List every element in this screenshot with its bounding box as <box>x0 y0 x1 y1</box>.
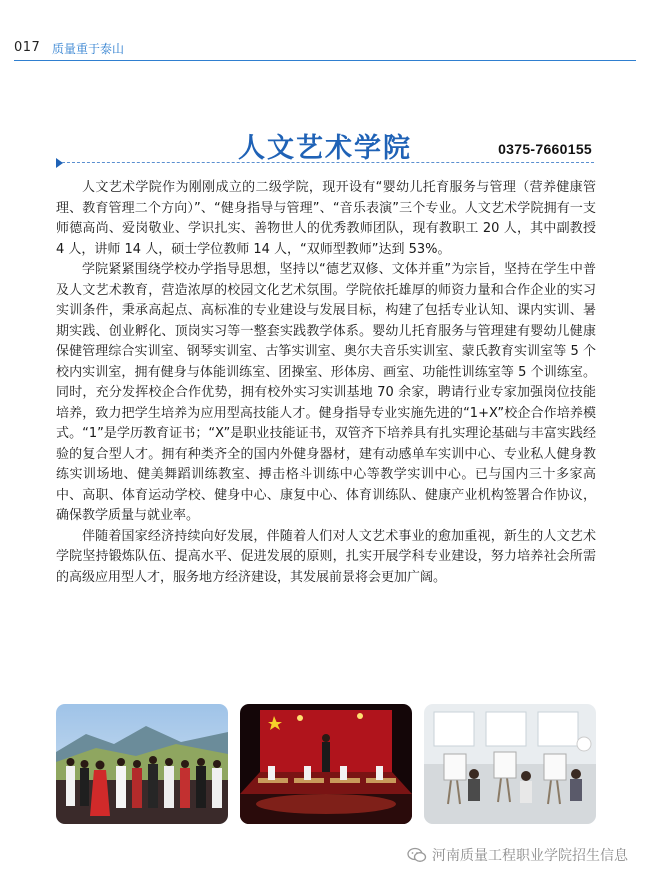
page-number: 017 <box>14 40 41 55</box>
photo-guzheng-performance <box>240 704 412 824</box>
paragraph-3: 伴随着国家经济持续向好发展，伴随着人们对人文艺术事业的愈加重视，新生的人文艺术学院坚持锻炼队伍、提高水平、促进发展的原则，扎实开展学科专业建设，努力培养社会所需的高级应用型人才，服务地方经济建设，其发展前景将会更加广阔。 <box>56 528 596 585</box>
photo-strip <box>56 704 596 824</box>
wechat-icon <box>407 847 427 863</box>
article-body <box>56 178 596 588</box>
paragraph-2: 学院紧紧围绕学校办学指导思想，坚持以“德艺双修、文体并重”为宗旨，坚持在学生中普及人文艺术教育，营造浓厚的校园文化艺术氛围。学院依托雄厚的师资力量和合作企业的实习实训条件，秉承高起点、高标准的专业建设与发展目标，构建了包括专业认知、课内实训、暑期实践、创业孵化、顶岗实习等一整套实践教学体系。婴幼儿托育服务与管理建有婴幼儿健康保健管理综合实训室、钢琴实训室、古筝实训室、奥尔夫音乐实训室、蒙氏教育实训室等 5 个校内实训室，拥有健身与体能训练室、团操室、形体房、画室、功能性训练室等 5 个训练室。同时，充分发挥校企合作优势，拥有校外实习实训基地 70 余家，聘请行业专家加强岗位技能培养，致力把学生培养为应用型高技能人才。健身指导专业实施先进的“1+X”校企合作培养模式。“1”是学历教育证书；“X”是职业技能证书，双管齐下培养具有扎实理论基础与丰富实践经验的复合型人才。拥有种类齐全的国内外健身器材，建有动感单车实训中心、专业私人健身教练实训场地、健美舞蹈训练教室、搏击格斗训练中心等教学实训中心。已与国内三十多家高中、高职、体育运动学校、健身中心、康复中心、体育训练队、健康产业机构签署合作协议，确保教学质量与就业率。 <box>56 262 596 523</box>
page-header <box>0 0 650 62</box>
page-title: 人文艺术学院 <box>238 133 412 164</box>
photo-performance-stage <box>56 704 228 824</box>
header-divider <box>14 60 636 61</box>
section-name: 质量重于泰山 <box>52 42 125 56</box>
dashed-divider <box>62 162 594 163</box>
photo-art-studio <box>424 704 596 824</box>
rule-arrow-icon <box>56 158 63 168</box>
watermark-text: 河南质量工程职业学院招生信息 <box>432 848 628 864</box>
paragraph-1: 人文艺术学院作为刚刚成立的二级学院，现开设有“婴幼儿托育服务与管理（营养健康管理、教育管理二个方向）”、“健身指导与管理”、“音乐表演”三个专业。人文艺术学院拥有一支师德高尚、爱岗敬业、学识扎实、善物世人的优秀教师团队，现有教职工 20 人，其中副教授 4 人，讲师 14 人，硕士学位教师 14 人，“双师型教师”达到 53%。 <box>56 180 596 257</box>
source-watermark <box>407 845 628 865</box>
phone-number: 0375-7660155 <box>498 141 592 157</box>
